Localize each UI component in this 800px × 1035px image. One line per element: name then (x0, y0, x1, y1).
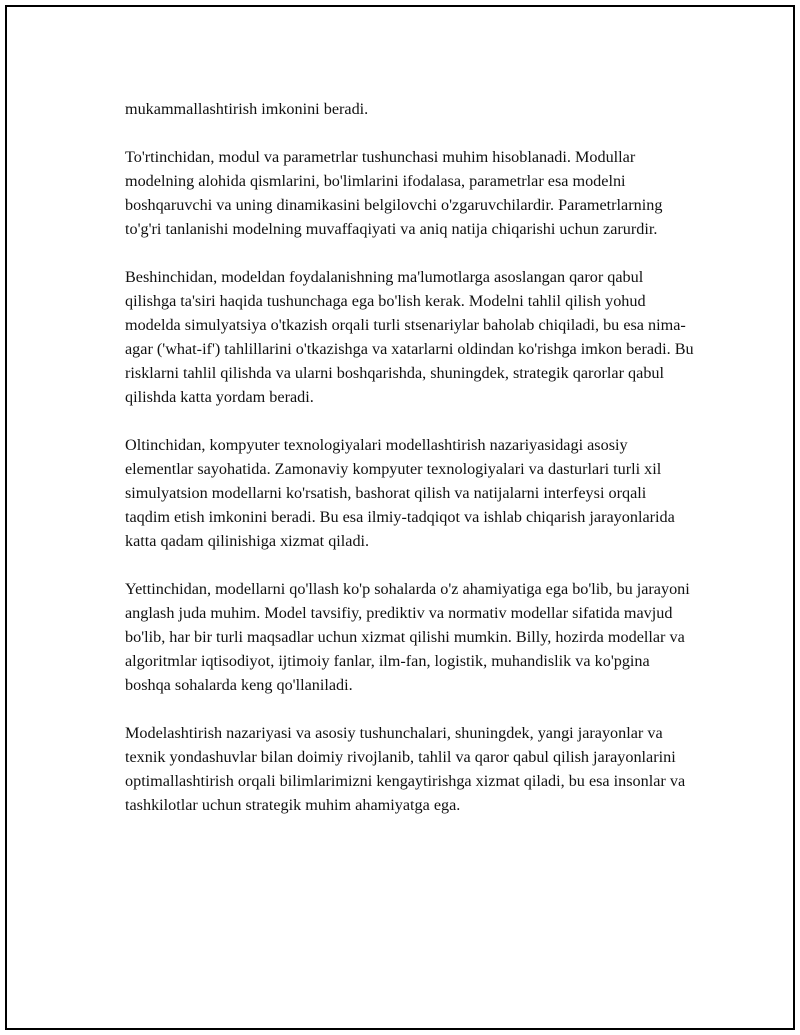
paragraph-conclusion: Modelashtirish nazariyasi va asosiy tushunchalari, shuningdek, yangi jarayonlar va texnik yondashuvlar bilan doimiy rivojlanib, tahlil va qaror qabul qilish jarayonlarini optimallashtirish orqali bilimlarimizni kengaytirishga xizmat qiladi, bu esa insonlar va tashkilotlar uchun strategik muhim ahamiyatga ega. (125, 724, 686, 814)
paragraph-fifth: Beshinchidan, modeldan foydalanishning ma'lumotlarga asoslangan qaror qabul qilishga ta'siri haqida tushunchaga ega bo'lish kerak. Modelni tahlil qilish yohud modelda simulyatsiya o'tkazish orqali turli stsenariylar baholab chiqiladi, bu esa nima-agar ('what-if') tahlillarini o'tkazishga va xatarlarni oldindan ko'rishga imkon beradi. Bu risklarni tahlil qilishda va ularni boshqarishda, shuningdek, strategik qarorlar qabul qilishda katta yordam beradi. (125, 268, 694, 406)
document-body (125, 97, 695, 841)
paragraph-sixth: Oltinchidan, kompyuter texnologiyalari modellashtirish nazariyasidagi asosiy elementlar sayohatida. Zamonaviy kompyuter texnologiyalari va dasturlari turli xil simulyatsion modellarni ko'rsatish, bashorat qilish va natijalarni interfeysi orqali taqdim etish imkonini beradi. Bu esa ilmiy-tadqiqot va ishlab chiqarish jarayonlarida katta qadam qilinishiga xizmat qiladi. (125, 436, 675, 550)
page-frame (5, 5, 795, 1030)
paragraph-continuation: mukammallashtirish imkonini beradi. (125, 100, 369, 118)
paragraph-seventh: Yettinchidan, modellarni qo'llash ko'p sohalarda o'z ahamiyatiga ega bo'lib, bu jarayoni anglash juda muhim. Model tavsifiy, prediktiv va normativ modellar sifatida mavjud bo'lib, har bir turli maqsadlar uchun xizmat qilishi mumkin. Billy, hozirda modellar va algoritmlar iqtisodiyot, ijtimoiy fanlar, ilm-fan, logistik, muhandislik va ko'pgina boshqa sohalarda keng qo'llaniladi. (125, 580, 690, 694)
paragraph-fourth: To'rtinchidan, modul va parametrlar tushunchasi muhim hisoblanadi. Modullar modelning alohida qismlarini, bo'limlarini ifodalasa, parametrlar esa modelni boshqaruvchi va uning dinamikasini belgilovchi o'zgaruvchilardir. Parametrlarning to'g'ri tanlanishi modelning muvaffaqiyati va aniq natija chiqarishi uchun zarurdir. (125, 148, 663, 238)
